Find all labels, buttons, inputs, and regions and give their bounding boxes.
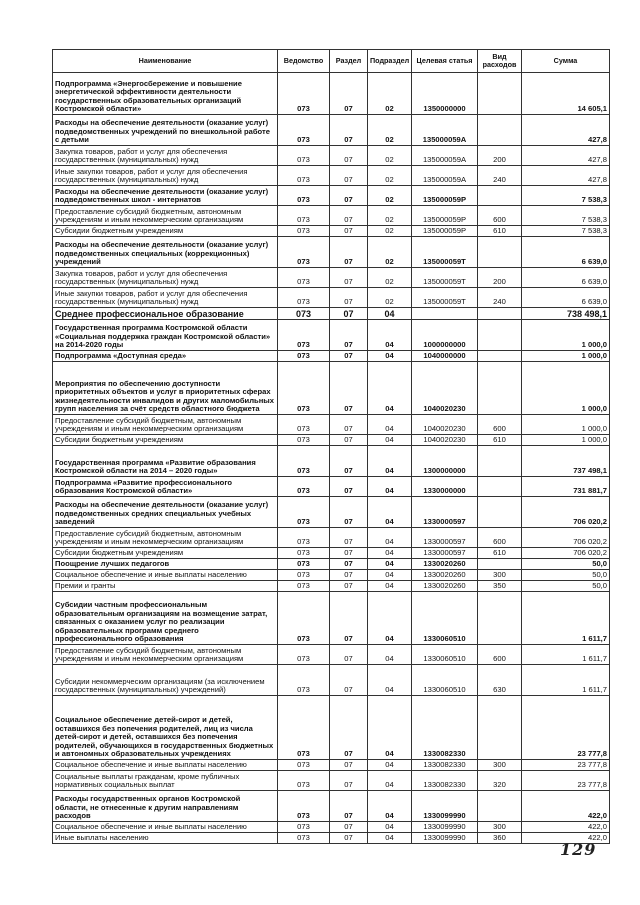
- cell-name: Социальное обеспечение и иные выплаты населению: [53, 822, 278, 833]
- cell-target: 1040020230: [412, 362, 478, 415]
- cell-dept: 073: [278, 822, 330, 833]
- cell-exptype: [478, 115, 522, 146]
- cell-dept: 073: [278, 115, 330, 146]
- cell-exptype: [478, 237, 522, 268]
- table-row: [53, 237, 610, 268]
- cell-dept: 073: [278, 435, 330, 446]
- cell-target: 135000059А: [412, 115, 478, 146]
- cell-section: 07: [330, 548, 368, 559]
- cell-name: Социальное обеспечение и иные выплаты населению: [53, 760, 278, 771]
- cell-dept: 073: [278, 592, 330, 645]
- cell-target: 135000059Р: [412, 186, 478, 206]
- cell-dept: 073: [278, 645, 330, 665]
- cell-target: 1000000000: [412, 320, 478, 351]
- cell-target: 135000059Т: [412, 268, 478, 288]
- cell-target: 1330020260: [412, 581, 478, 592]
- cell-section: 07: [330, 570, 368, 581]
- cell-name: Расходы государственных органов Костромской области, не отнесенные к другим направлениям расходов: [53, 791, 278, 822]
- cell-subsection: 04: [368, 592, 412, 645]
- table-row: [53, 477, 610, 497]
- cell-subsection: 04: [368, 548, 412, 559]
- cell-exptype: [478, 497, 522, 528]
- header-section: Раздел: [330, 50, 368, 73]
- cell-name: Расходы на обеспечение деятельности (оказание услуг) подведомственных специальных (коррекционных) учреждений: [53, 237, 278, 268]
- table-row: [53, 665, 610, 696]
- cell-dept: 073: [278, 226, 330, 237]
- cell-target: 1040000000: [412, 351, 478, 362]
- cell-name: Социальные выплаты гражданам, кроме публичных нормативных социальных выплат: [53, 771, 278, 791]
- header-target: Целевая статья: [412, 50, 478, 73]
- cell-dept: 073: [278, 206, 330, 226]
- cell-section: 07: [330, 146, 368, 166]
- cell-target: 135000059А: [412, 146, 478, 166]
- cell-section: 07: [330, 833, 368, 844]
- cell-dept: 073: [278, 288, 330, 308]
- table-row: [53, 362, 610, 415]
- table-row: [53, 73, 610, 115]
- cell-dept: 073: [278, 791, 330, 822]
- cell-section: 07: [330, 645, 368, 665]
- cell-exptype: [478, 477, 522, 497]
- cell-exptype: [478, 362, 522, 415]
- cell-target: 1330082330: [412, 696, 478, 760]
- cell-dept: 073: [278, 351, 330, 362]
- cell-target: 1330060510: [412, 592, 478, 645]
- cell-exptype: 600: [478, 206, 522, 226]
- cell-exptype: 630: [478, 665, 522, 696]
- cell-subsection: 04: [368, 308, 412, 320]
- budget-table: [52, 49, 610, 844]
- cell-target: 1330000597: [412, 548, 478, 559]
- cell-name: Иные закупки товаров, работ и услуг для обеспечения государственных (муниципальных) нужд: [53, 166, 278, 186]
- cell-sum: 50,0: [522, 559, 610, 570]
- cell-exptype: 350: [478, 581, 522, 592]
- cell-exptype: 200: [478, 146, 522, 166]
- cell-name: Социальное обеспечение детей-сирот и детей, оставшихся без попечения родителей, лиц из числа детей-сирот и детей, оставшихся без попечения родителей, обучающихся в государственных бюджетных и автономных образовательных учреждениях: [53, 696, 278, 760]
- table-row: [53, 206, 610, 226]
- cell-dept: 073: [278, 665, 330, 696]
- cell-subsection: 02: [368, 115, 412, 146]
- cell-name: Расходы на обеспечение деятельности (оказание услуг) подведомственных средних специальных учебных заведений: [53, 497, 278, 528]
- cell-section: 07: [330, 497, 368, 528]
- cell-section: 07: [330, 226, 368, 237]
- cell-section: 07: [330, 477, 368, 497]
- table-row: [53, 446, 610, 477]
- cell-section: 07: [330, 581, 368, 592]
- cell-dept: 073: [278, 166, 330, 186]
- cell-exptype: [478, 73, 522, 115]
- cell-exptype: [478, 559, 522, 570]
- cell-exptype: [478, 351, 522, 362]
- table-row: [53, 226, 610, 237]
- cell-subsection: 04: [368, 581, 412, 592]
- cell-name: Субсидии некоммерческим организациям (за исключением государственных (муниципальных) учреждений): [53, 665, 278, 696]
- cell-sum: 731 881,7: [522, 477, 610, 497]
- cell-sum: 422,0: [522, 833, 610, 844]
- cell-section: 07: [330, 115, 368, 146]
- table-row: [53, 760, 610, 771]
- cell-subsection: 02: [368, 73, 412, 115]
- cell-section: 07: [330, 268, 368, 288]
- cell-subsection: 02: [368, 268, 412, 288]
- cell-subsection: 02: [368, 206, 412, 226]
- cell-section: 07: [330, 696, 368, 760]
- cell-exptype: [478, 592, 522, 645]
- table-row: [53, 186, 610, 206]
- cell-sum: 1 611,7: [522, 665, 610, 696]
- cell-name: Подпрограмма «Энергосбережение и повышение энергетической эффективности деятельности государственных образовательных организаций Костромской области»: [53, 73, 278, 115]
- cell-name: Предоставление субсидий бюджетным, автономным учреждениям и иным некоммерческим организациям: [53, 415, 278, 435]
- cell-target: 135000059Т: [412, 288, 478, 308]
- cell-subsection: 04: [368, 415, 412, 435]
- table-row: [53, 771, 610, 791]
- cell-target: 1330099990: [412, 791, 478, 822]
- cell-exptype: [478, 696, 522, 760]
- cell-target: 135000059Р: [412, 226, 478, 237]
- cell-sum: 706 020,2: [522, 528, 610, 548]
- cell-target: 135000059А: [412, 166, 478, 186]
- cell-sum: 7 538,3: [522, 226, 610, 237]
- cell-subsection: 04: [368, 822, 412, 833]
- table-row: [53, 570, 610, 581]
- cell-name: Субсидии бюджетным учреждениям: [53, 226, 278, 237]
- cell-exptype: 300: [478, 822, 522, 833]
- cell-exptype: 240: [478, 288, 522, 308]
- cell-subsection: 04: [368, 351, 412, 362]
- cell-name: Закупка товаров, работ и услуг для обеспечения государственных (муниципальных) нужд: [53, 146, 278, 166]
- cell-target: 1040020230: [412, 415, 478, 435]
- cell-sum: 50,0: [522, 581, 610, 592]
- cell-dept: 073: [278, 581, 330, 592]
- cell-name: Предоставление субсидий бюджетным, автономным учреждениям и иным некоммерческим организациям: [53, 206, 278, 226]
- cell-sum: 1 611,7: [522, 645, 610, 665]
- cell-name: Расходы на обеспечение деятельности (оказание услуг) подведомственных школ - интернатов: [53, 186, 278, 206]
- cell-sum: 427,8: [522, 146, 610, 166]
- header-name: Наименование: [53, 50, 278, 73]
- cell-section: 07: [330, 186, 368, 206]
- cell-dept: 073: [278, 771, 330, 791]
- cell-name: Субсидии бюджетным учреждениям: [53, 435, 278, 446]
- cell-section: 07: [330, 791, 368, 822]
- cell-exptype: 360: [478, 833, 522, 844]
- cell-exptype: [478, 308, 522, 320]
- table-body: [53, 73, 610, 844]
- cell-subsection: 04: [368, 477, 412, 497]
- table-row: [53, 308, 610, 320]
- cell-dept: 073: [278, 268, 330, 288]
- cell-exptype: 610: [478, 226, 522, 237]
- cell-section: 07: [330, 308, 368, 320]
- cell-name: Мероприятия по обеспечению доступности приоритетных объектов и услуг в приоритетных сферах жизнедеятельности инвалидов и других маломобильных групп населения за счёт средств областного бюджета: [53, 362, 278, 415]
- table-row: [53, 435, 610, 446]
- cell-sum: 422,0: [522, 822, 610, 833]
- cell-sum: 6 639,0: [522, 237, 610, 268]
- cell-target: 1300000000: [412, 446, 478, 477]
- table-row: [53, 548, 610, 559]
- cell-exptype: [478, 186, 522, 206]
- cell-target: 1330000000: [412, 477, 478, 497]
- cell-section: 07: [330, 665, 368, 696]
- cell-sum: 738 498,1: [522, 308, 610, 320]
- cell-subsection: 04: [368, 570, 412, 581]
- cell-section: 07: [330, 351, 368, 362]
- cell-exptype: [478, 320, 522, 351]
- cell-target: 1330000597: [412, 497, 478, 528]
- cell-name: Государственная программа «Развитие образования Костромской области на 2014 – 2020 годы»: [53, 446, 278, 477]
- cell-dept: 073: [278, 446, 330, 477]
- cell-dept: 073: [278, 528, 330, 548]
- cell-subsection: 04: [368, 446, 412, 477]
- cell-exptype: 610: [478, 435, 522, 446]
- cell-name: Субсидии бюджетным учреждениям: [53, 548, 278, 559]
- cell-sum: 50,0: [522, 570, 610, 581]
- table-row: [53, 822, 610, 833]
- cell-name: Иные выплаты населению: [53, 833, 278, 844]
- cell-name: Государственная программа Костромской области «Социальная поддержка граждан Костромской области» на 2014-2020 годы: [53, 320, 278, 351]
- cell-exptype: 600: [478, 415, 522, 435]
- cell-sum: 7 538,3: [522, 186, 610, 206]
- table-row: [53, 166, 610, 186]
- cell-name: Поощрение лучших педагогов: [53, 559, 278, 570]
- cell-dept: 073: [278, 497, 330, 528]
- cell-target: 1330082330: [412, 760, 478, 771]
- cell-subsection: 02: [368, 166, 412, 186]
- header-dept: Ведомство: [278, 50, 330, 73]
- cell-subsection: 02: [368, 186, 412, 206]
- cell-target: 1330099990: [412, 822, 478, 833]
- cell-sum: 706 020,2: [522, 497, 610, 528]
- table-row: [53, 833, 610, 844]
- cell-sum: 706 020,2: [522, 548, 610, 559]
- cell-sum: 1 000,0: [522, 362, 610, 415]
- cell-exptype: 610: [478, 548, 522, 559]
- table-row: [53, 592, 610, 645]
- cell-subsection: 04: [368, 497, 412, 528]
- cell-name: Премии и гранты: [53, 581, 278, 592]
- cell-dept: 073: [278, 548, 330, 559]
- page-number: 129: [560, 840, 597, 859]
- cell-dept: 073: [278, 570, 330, 581]
- table-header-row: [53, 50, 610, 73]
- table-row: [53, 645, 610, 665]
- cell-subsection: 04: [368, 559, 412, 570]
- cell-target: 1330020260: [412, 570, 478, 581]
- cell-subsection: 04: [368, 833, 412, 844]
- cell-subsection: 04: [368, 528, 412, 548]
- cell-target: 135000059Р: [412, 206, 478, 226]
- cell-subsection: 04: [368, 362, 412, 415]
- cell-target: 1330000597: [412, 528, 478, 548]
- table-row: [53, 696, 610, 760]
- cell-target: 1350000000: [412, 73, 478, 115]
- cell-exptype: 600: [478, 528, 522, 548]
- table-row: [53, 288, 610, 308]
- cell-section: 07: [330, 771, 368, 791]
- cell-dept: 073: [278, 237, 330, 268]
- cell-sum: 1 000,0: [522, 435, 610, 446]
- cell-name: Предоставление субсидий бюджетным, автономным учреждениям и иным некоммерческим организациям: [53, 528, 278, 548]
- cell-sum: 1 000,0: [522, 415, 610, 435]
- cell-sum: 427,8: [522, 115, 610, 146]
- cell-target: 1040020230: [412, 435, 478, 446]
- cell-sum: 1 000,0: [522, 351, 610, 362]
- cell-section: 07: [330, 435, 368, 446]
- cell-section: 07: [330, 528, 368, 548]
- cell-subsection: 04: [368, 771, 412, 791]
- cell-exptype: 300: [478, 760, 522, 771]
- cell-section: 07: [330, 559, 368, 570]
- header-exptype: Вид расходов: [478, 50, 522, 73]
- cell-subsection: 02: [368, 226, 412, 237]
- cell-exptype: 320: [478, 771, 522, 791]
- header-sum: Сумма: [522, 50, 610, 73]
- cell-sum: 23 777,8: [522, 760, 610, 771]
- table-row: [53, 791, 610, 822]
- cell-section: 07: [330, 415, 368, 435]
- budget-sheet: [52, 49, 609, 844]
- cell-dept: 073: [278, 73, 330, 115]
- cell-section: 07: [330, 288, 368, 308]
- table-row: [53, 268, 610, 288]
- cell-sum: 23 777,8: [522, 696, 610, 760]
- cell-target: 1330020260: [412, 559, 478, 570]
- cell-section: 07: [330, 166, 368, 186]
- cell-exptype: 600: [478, 645, 522, 665]
- cell-exptype: 240: [478, 166, 522, 186]
- table-row: [53, 320, 610, 351]
- cell-dept: 073: [278, 362, 330, 415]
- cell-subsection: 02: [368, 288, 412, 308]
- cell-sum: 6 639,0: [522, 268, 610, 288]
- cell-name: Расходы на обеспечение деятельности (оказание услуг) подведомственных учреждений по внешкольной работе с детьми: [53, 115, 278, 146]
- cell-target: 1330082330: [412, 771, 478, 791]
- cell-section: 07: [330, 592, 368, 645]
- cell-sum: 422,0: [522, 791, 610, 822]
- cell-subsection: 04: [368, 696, 412, 760]
- cell-section: 07: [330, 822, 368, 833]
- cell-subsection: 02: [368, 237, 412, 268]
- cell-subsection: 04: [368, 320, 412, 351]
- cell-exptype: [478, 446, 522, 477]
- cell-name: Среднее профессиональное образование: [53, 308, 278, 320]
- cell-section: 07: [330, 446, 368, 477]
- cell-section: 07: [330, 206, 368, 226]
- table-row: [53, 115, 610, 146]
- table-row: [53, 559, 610, 570]
- cell-name: Предоставление субсидий бюджетным, автономным учреждениям и иным некоммерческим организациям: [53, 645, 278, 665]
- cell-exptype: [478, 791, 522, 822]
- cell-target: 1330099990: [412, 833, 478, 844]
- cell-target: [412, 308, 478, 320]
- table-row: [53, 351, 610, 362]
- cell-name: Подпрограмма «Доступная среда»: [53, 351, 278, 362]
- table-row: [53, 146, 610, 166]
- header-subsection: Подраздел: [368, 50, 412, 73]
- cell-sum: 1 611,7: [522, 592, 610, 645]
- cell-dept: 073: [278, 477, 330, 497]
- cell-subsection: 04: [368, 435, 412, 446]
- cell-section: 07: [330, 320, 368, 351]
- table-row: [53, 415, 610, 435]
- cell-subsection: 04: [368, 791, 412, 822]
- cell-target: 135000059Т: [412, 237, 478, 268]
- cell-sum: 23 777,8: [522, 771, 610, 791]
- cell-subsection: 02: [368, 146, 412, 166]
- cell-name: Подпрограмма «Развитие профессионального образования Костромской области»: [53, 477, 278, 497]
- cell-subsection: 04: [368, 645, 412, 665]
- table-row: [53, 581, 610, 592]
- cell-sum: 737 498,1: [522, 446, 610, 477]
- cell-dept: 073: [278, 696, 330, 760]
- cell-name: Закупка товаров, работ и услуг для обеспечения государственных (муниципальных) нужд: [53, 268, 278, 288]
- cell-target: 1330060510: [412, 665, 478, 696]
- cell-sum: 7 538,3: [522, 206, 610, 226]
- cell-sum: 14 605,1: [522, 73, 610, 115]
- table-row: [53, 497, 610, 528]
- cell-dept: 073: [278, 559, 330, 570]
- cell-dept: 073: [278, 146, 330, 166]
- cell-dept: 073: [278, 760, 330, 771]
- cell-exptype: 200: [478, 268, 522, 288]
- cell-sum: 6 639,0: [522, 288, 610, 308]
- cell-dept: 073: [278, 186, 330, 206]
- cell-dept: 073: [278, 833, 330, 844]
- cell-section: 07: [330, 362, 368, 415]
- table-row: [53, 528, 610, 548]
- cell-dept: 073: [278, 415, 330, 435]
- cell-sum: 427,8: [522, 166, 610, 186]
- cell-subsection: 04: [368, 665, 412, 696]
- cell-name: Иные закупки товаров, работ и услуг для обеспечения государственных (муниципальных) нужд: [53, 288, 278, 308]
- cell-name: Социальное обеспечение и иные выплаты населению: [53, 570, 278, 581]
- cell-sum: 1 000,0: [522, 320, 610, 351]
- cell-target: 1330060510: [412, 645, 478, 665]
- cell-name: Субсидии частным профессиональным образовательным организациям на возмещение затрат, связанных с оказанием услуг по реализации образовательных программ среднего профессионального образования: [53, 592, 278, 645]
- cell-section: 07: [330, 237, 368, 268]
- cell-dept: 073: [278, 308, 330, 320]
- cell-exptype: 300: [478, 570, 522, 581]
- cell-section: 07: [330, 73, 368, 115]
- cell-subsection: 04: [368, 760, 412, 771]
- cell-dept: 073: [278, 320, 330, 351]
- cell-section: 07: [330, 760, 368, 771]
